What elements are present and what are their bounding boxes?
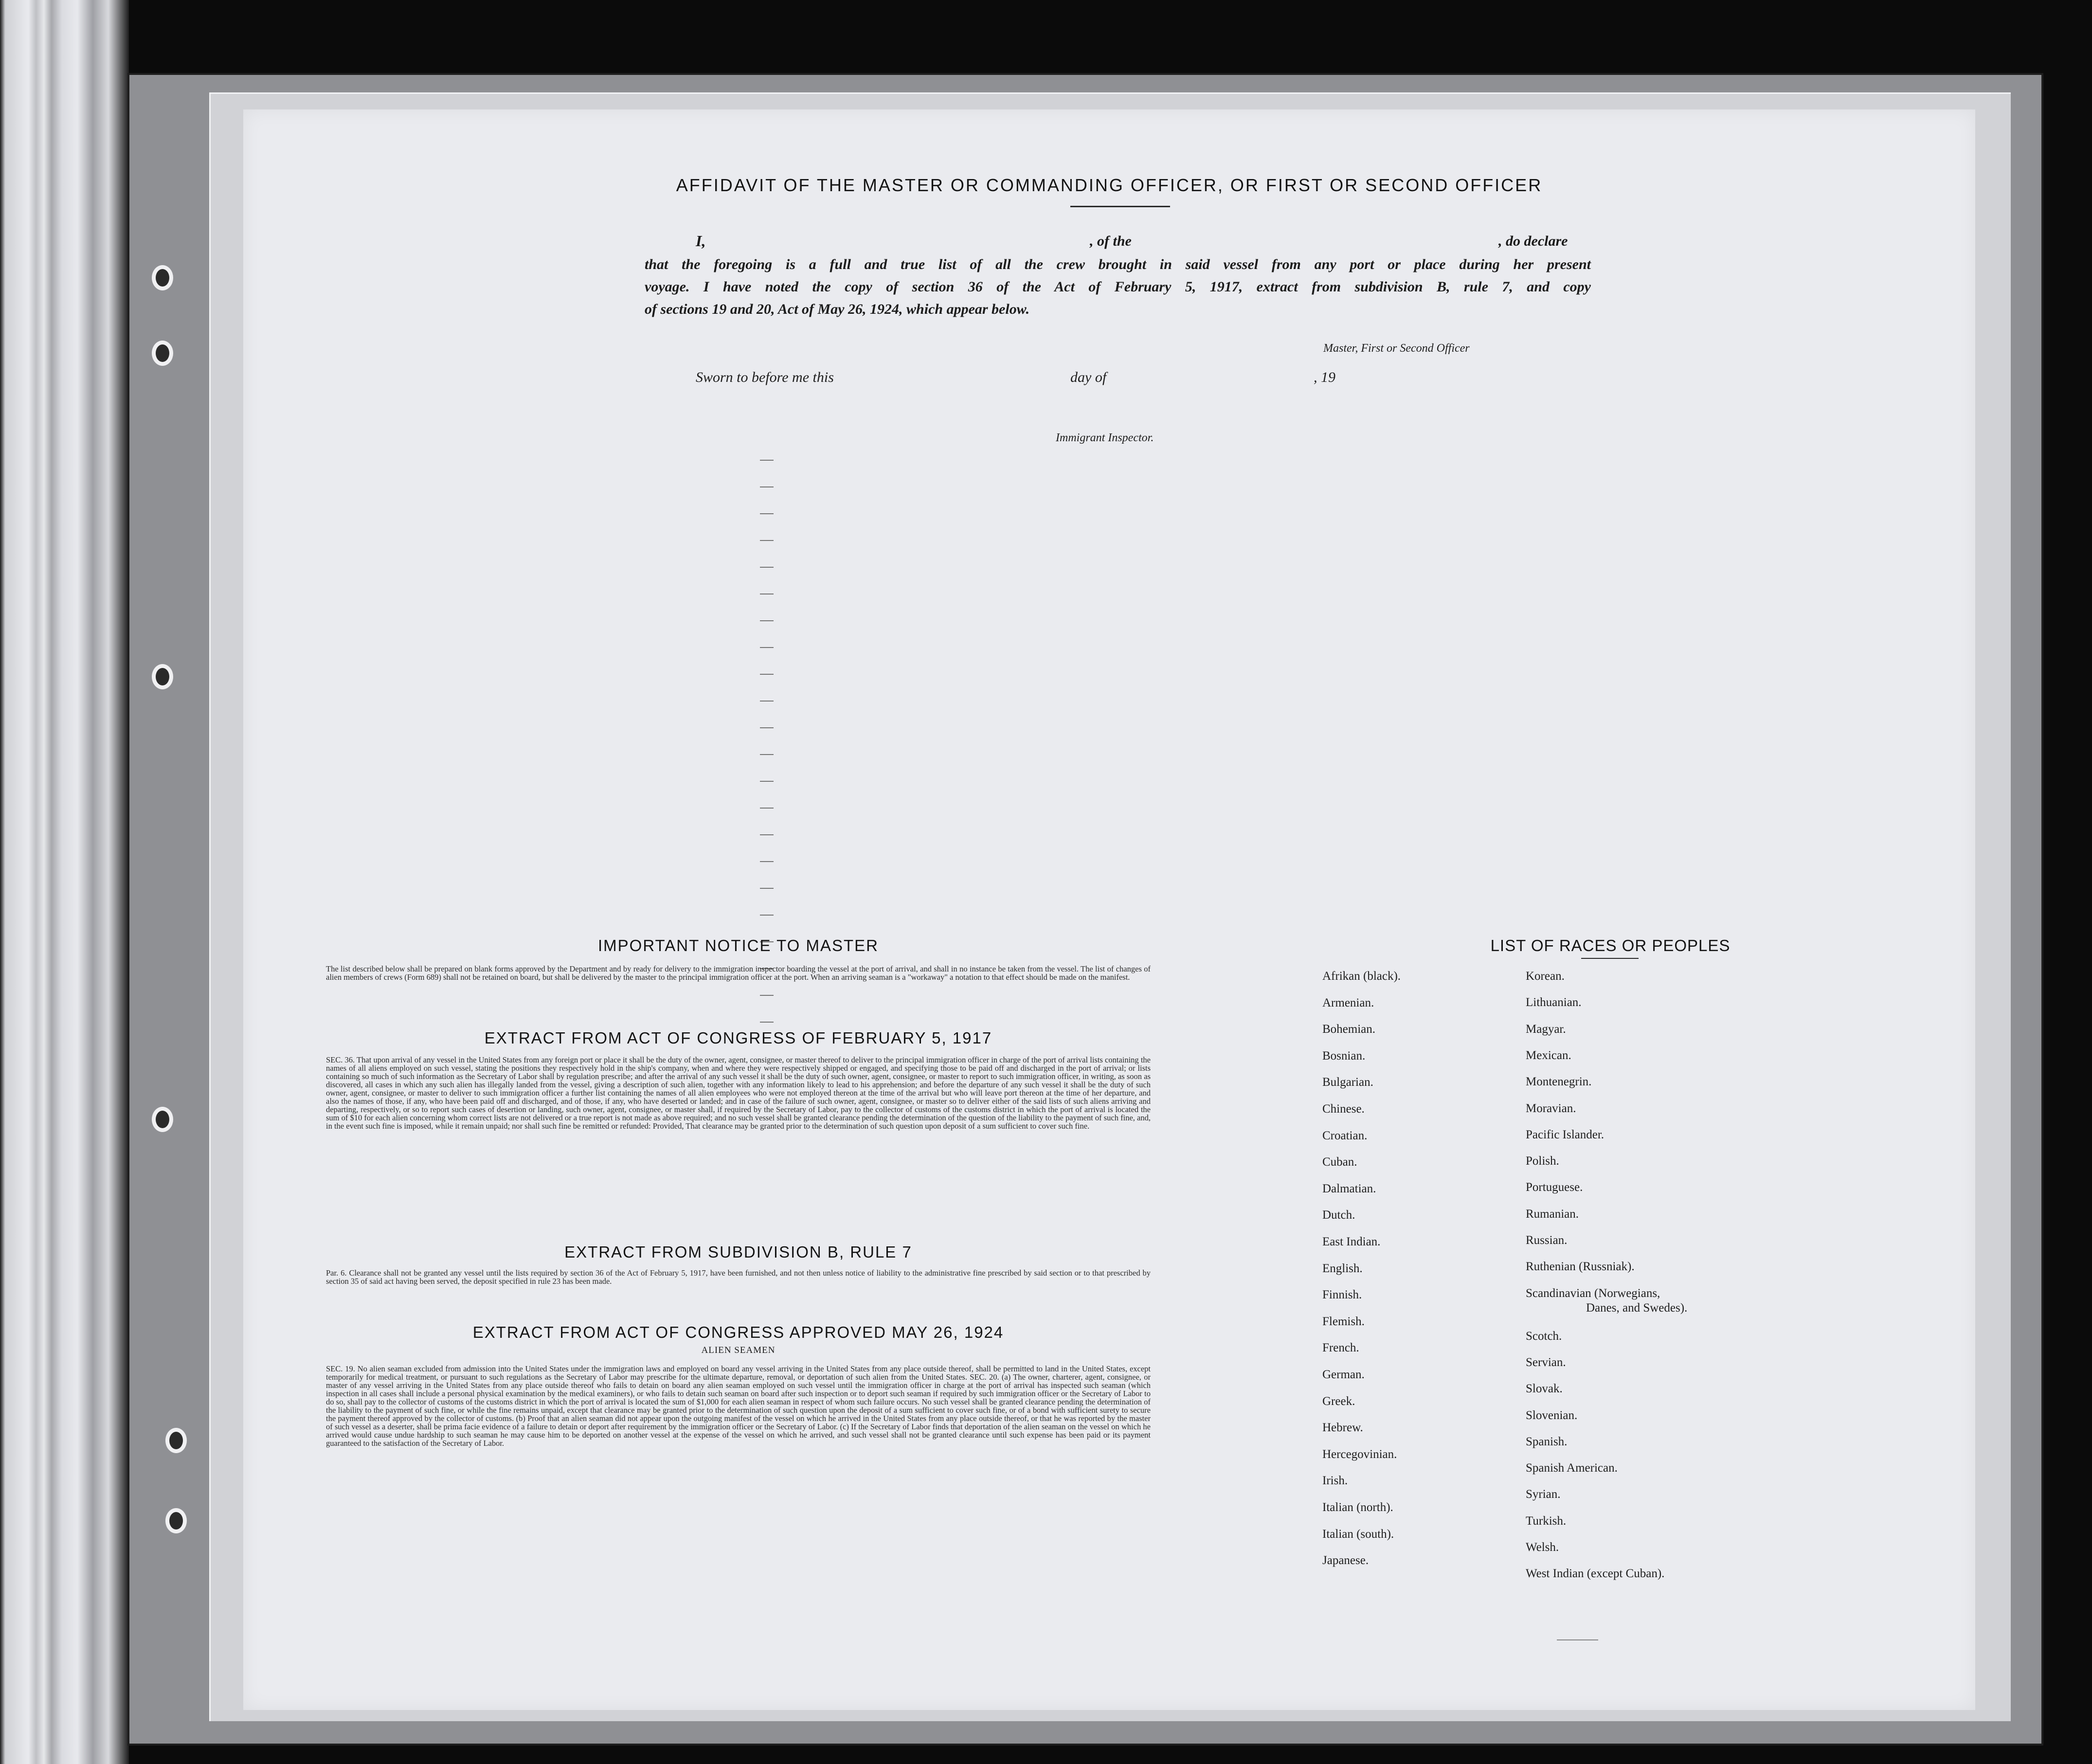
race-item: Slovak. <box>1526 1382 1563 1396</box>
race-item: Polish. <box>1526 1154 1559 1168</box>
race-item: Mexican. <box>1526 1048 1571 1062</box>
rule-tick <box>760 808 774 809</box>
rule-tick <box>760 995 774 996</box>
binder-hole-icon <box>152 664 173 689</box>
race-item: Chinese. <box>1322 1102 1365 1116</box>
race-item: Irish. <box>1322 1474 1348 1488</box>
race-item: French. <box>1322 1341 1359 1355</box>
race-item: Moravian. <box>1526 1101 1576 1115</box>
manifest-page <box>243 109 1975 1710</box>
race-item: Slovenian. <box>1526 1408 1578 1422</box>
race-item: Montenegrin. <box>1526 1075 1592 1089</box>
binder-hole-icon <box>152 265 173 290</box>
race-item: Greek. <box>1322 1394 1355 1408</box>
notice-text: The list described below shall be prepared on blank forms approved by the Department and by ready for delivery to the immigration inspector boarding the vessel at the port of arrival, and shall in no instance be taken from the vessel. The list of changes of alien members of crews (Form 689) shall not be retained on board, but shall be delivered by the master to the principal immigration officer at the port. When an arriving seaman is a "workaway" a notation to that effect should be made on the manifest. <box>326 964 1151 982</box>
race-item: Hercegovinian. <box>1322 1447 1397 1461</box>
rule-tick <box>760 781 774 782</box>
rule-tick <box>760 486 774 487</box>
do-declare-label: , do declare <box>1498 233 1568 249</box>
race-item: Lithuanian. <box>1526 996 1582 1009</box>
declaration-line-3: voyage. I have noted the copy of section 36 of the Act of February 5, 1917, extract from subdivision B, rule 7, and copy <box>645 279 1591 295</box>
race-item: Danes, and Swedes). <box>1586 1301 1688 1314</box>
race-item: Spanish American. <box>1526 1461 1618 1475</box>
day-of-label: day of <box>1070 369 1107 385</box>
race-item: Hebrew. <box>1322 1421 1363 1435</box>
rule-tick <box>760 754 774 755</box>
race-item: English. <box>1322 1261 1363 1275</box>
extract-1924-title: EXTRACT FROM ACT OF CONGRESS APPROVED MAY 26, 1924 <box>472 1323 1004 1341</box>
race-item: Bosnian. <box>1322 1049 1366 1062</box>
master-signature-label: Master, First or Second Officer <box>1323 342 1470 355</box>
rule-tick <box>760 915 774 916</box>
race-item: Japanese. <box>1322 1554 1369 1567</box>
race-item: Spanish. <box>1526 1435 1568 1448</box>
race-item: Turkish. <box>1526 1514 1567 1528</box>
race-item: East Indian. <box>1322 1235 1381 1248</box>
sworn-label: Sworn to before me this <box>696 369 834 385</box>
rule-tick <box>760 674 774 675</box>
race-item: Finnish. <box>1322 1288 1362 1302</box>
race-item: Portuguese. <box>1526 1181 1583 1194</box>
binder-hole-icon <box>152 341 173 366</box>
of-the-label: , of the <box>1090 233 1132 249</box>
declaration-line-4: of sections 19 and 20, Act of May 26, 1924, which appear below. <box>645 301 1030 317</box>
race-item: Welsh. <box>1526 1541 1559 1554</box>
race-item: Pacific Islander. <box>1526 1128 1605 1141</box>
extract-1924-text: SEC. 19. No alien seaman excluded from admission into the United States under the immigration laws and employed on board any vessel arriving in the United States from any place outside thereof, shall be permitted to land in the United States, except temporarily for medical treatment, or pursuant to such regulations as the Secretary of Labor may prescribe for the ultimate departure, removal, or deportation of such alien from the United States. SEC. 20. (a) The owner, charterer, agent, consignee, or master of any vessel arriving in the United States from any place outside thereof who fails to detain on board any alien seaman employed on such vessel until the immigration officer in charge at the port of arrival has inspected such seaman (which inspection in all cases shall include a personal physical examination by the medical examiners), or who fails to detain such seaman on board after such inspection or to deport such seaman if required by such immigration officer or the Secretary of Labor to do so, shall pay to the collector of customs of the customs district in which the port of arrival is located the sum of $1,000 for each alien seaman in respect of whom such failure occurs. No such vessel shall be granted clearance pending the determination of the liability to the payment of such fine, or while the fine remains unpaid, except that clearance may be granted prior to the determination of such question upon the deposit of a sum sufficient to cover such fine, or of a bond with sufficient surety to secure the payment thereof approved by the collector of customs. (b) Proof that an alien seaman did not appear upon the outgoing manifest of the vessel on which he arrived in the United States from any place outside thereof, or that he was reported by the master of such vessel as a deserter, shall be prima facie evidence of a failure to detain or deport after requirement by the immigration officer or the Secretary of Labor. (c) If the Secretary of Labor finds that deportation of the alien seaman on the vessel on which he arrived would cause undue hardship to such seaman he may cause him to be deported on another vessel at the expense of the vessel on which he arrived, and such vessel shall not be granted clearance until such expense has been paid or its payment guaranteed to the satisfaction of the Secretary of Labor. <box>326 1364 1151 1448</box>
rule-tick <box>760 460 774 461</box>
rule-tick <box>760 620 774 621</box>
alien-seamen-subtitle: ALIEN SEAMEN <box>701 1345 775 1355</box>
rule-tick <box>760 513 774 514</box>
year-label: , 19 <box>1314 369 1335 385</box>
race-item: Scotch. <box>1526 1329 1562 1343</box>
race-item: Croatian. <box>1322 1129 1368 1142</box>
races-underline <box>1581 958 1639 959</box>
affidavit-title: AFFIDAVIT OF THE MASTER OR COMMANDING OFFICER, OR FIRST OR SECOND OFFICER <box>676 175 1543 195</box>
declaration-line-2: that the foregoing is a full and true list of all the crew brought in said vessel from any port or place during her present <box>645 256 1591 272</box>
race-item: Scandinavian (Norwegians, <box>1526 1286 1660 1300</box>
race-item: Syrian. <box>1526 1488 1561 1501</box>
rule-tick <box>760 701 774 702</box>
rule-tick <box>760 888 774 889</box>
footer-rule <box>1557 1639 1598 1640</box>
rule-tick <box>760 727 774 728</box>
race-item: Italian (south). <box>1322 1527 1394 1541</box>
rule-tick <box>760 834 774 835</box>
race-item: Dalmatian. <box>1322 1182 1376 1195</box>
extract-1917-text: SEC. 36. That upon arrival of any vessel in the United States from any foreign port or place it shall be the duty of the owner, agent, consignee, or master thereof to deliver to the principal immigration officer in charge of the port of arrival lists containing the names of all aliens employed on such vessel, stating the positions they respectively hold in the ship's company, when and where they were respectively shipped or engaged, and specifying those to be paid off and discharged in the port of arrival; or lists containing so much of such information as the Secretary of Labor shall by regulation prescribe; and after the arrival of any such vessel it shall be the duty of such owner, agent, consignee, or master to report to such immigration officer, in writing, as soon as discovered, all cases in which any such alien has illegally landed from the vessel, giving a description of such alien, together with any information likely to lead to his apprehension; and before the departure of any such vessel it shall be the duty of such owner, agent, consignee, or master to deliver to such immigration officer a further list containing the names of all alien employees who were not employed thereon at the time of the arrival but who will leave port thereon at the time of her departure, and also the names of those, if any, who have been paid off and discharged, and of those, if any, who have deserted or landed; and in case of the failure of such owner, agent, consignee, or master so to deliver either of the said lists of such aliens arriving and departing, respectively, or so to report such cases of desertion or landing, such owner, agent, consignee, or master shall, if required by the Secretary of Labor, pay to the collector of customs of the customs district in which the port of arrival is located the sum of $10 for each alien concerning whom correct lists are not delivered or a true report is not made as above required; and no such vessel shall be granted clearance pending the determination of the question of the liability to the payment of such fine, and, in the event such fine is imposed, while it remain unpaid; nor shall such fine be remitted or refunded: Provided, That clearance may be granted prior to the determination of such question upon deposit of a sum sufficient to cover such fine. <box>326 1055 1151 1131</box>
rule-tick <box>760 861 774 862</box>
rule-tick <box>760 567 774 568</box>
extract-rule7-title: EXTRACT FROM SUBDIVISION B, RULE 7 <box>564 1243 912 1261</box>
rule-tick <box>760 1022 774 1023</box>
race-item: Russian. <box>1526 1234 1568 1247</box>
rule-tick <box>760 540 774 541</box>
extract-1917-title: EXTRACT FROM ACT OF CONGRESS OF FEBRUARY 5, 1917 <box>484 1029 992 1047</box>
race-item: Afrikan (black). <box>1322 970 1401 983</box>
race-item: Ruthenian (Russniak). <box>1526 1260 1635 1274</box>
declarant-i: I, <box>696 232 706 250</box>
race-item: Flemish. <box>1322 1314 1365 1328</box>
race-item: Korean. <box>1526 970 1565 983</box>
inspector-label: Immigrant Inspector. <box>1056 432 1154 444</box>
races-title: LIST OF RACES OR PEOPLES <box>1490 936 1731 954</box>
race-item: Italian (north). <box>1322 1501 1393 1514</box>
left-binding-strip <box>0 0 129 1764</box>
notice-title: IMPORTANT NOTICE TO MASTER <box>597 936 879 954</box>
race-item: Servian. <box>1526 1355 1566 1369</box>
race-item: Magyar. <box>1526 1022 1566 1036</box>
race-item: Bulgarian. <box>1322 1076 1373 1089</box>
race-item: Cuban. <box>1322 1155 1357 1169</box>
binder-hole-icon <box>152 1107 173 1132</box>
race-item: German. <box>1322 1368 1365 1381</box>
race-item: Dutch. <box>1322 1208 1355 1222</box>
race-item: Rumanian. <box>1526 1207 1579 1221</box>
race-item: Armenian. <box>1322 996 1374 1009</box>
binder-hole-icon <box>165 1508 187 1533</box>
race-item: Bohemian. <box>1322 1023 1376 1036</box>
race-item: West Indian (except Cuban). <box>1526 1567 1665 1581</box>
rule-tick <box>760 647 774 648</box>
binder-hole-icon <box>165 1428 187 1453</box>
title-underline <box>1070 206 1170 207</box>
extract-rule7-text: Par. 6. Clearance shall not be granted any vessel until the lists required by section 36 of the Act of February 5, 1917, have been furnished, and not then unless notice of liability to the administrative fine prescribed by said section or to that prescribed by section 35 of said act having been served, the deposit specified in rule 23 has been made. <box>326 1268 1151 1286</box>
